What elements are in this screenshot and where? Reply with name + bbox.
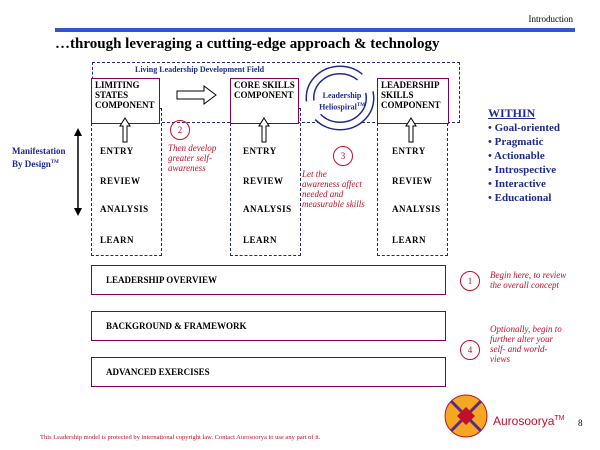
note-optionally — [490, 324, 562, 364]
manifestation-line: Manifestation — [12, 146, 66, 156]
step-analysis: ANALYSIS — [100, 204, 149, 214]
list-item: • Interactive — [488, 177, 560, 191]
step-learn: LEARN — [100, 235, 135, 245]
component-line: CORE SKILLS — [234, 80, 295, 90]
within-list — [488, 121, 560, 205]
vertical-double-arrow-icon — [73, 128, 83, 216]
background-framework-module[interactable] — [91, 311, 446, 341]
list-item: • Introspective — [488, 163, 560, 177]
note-line: Let the — [302, 169, 327, 179]
component-line: COMPONENT — [234, 90, 294, 100]
step-entry: ENTRY — [243, 146, 277, 156]
copyright-footer: This Leadership model is protected by international copyright law. Contact Aurosoorya to use any part of it. — [40, 434, 321, 441]
heliospiral-label — [313, 91, 371, 113]
note-line: self- and world- — [490, 344, 548, 354]
step-analysis: ANALYSIS — [243, 204, 292, 214]
manifestation-label — [12, 146, 66, 170]
note-develop-awareness — [168, 143, 216, 173]
step-number-badge: 1 — [460, 271, 480, 291]
up-arrow-icon — [258, 117, 270, 143]
step-review: REVIEW — [100, 176, 141, 186]
component-line: STATES — [95, 90, 129, 100]
note-line: Optionally, begin to — [490, 324, 562, 334]
note-line: needed and — [302, 189, 344, 199]
section-label: Introduction — [528, 14, 573, 24]
component-line: COMPONENT — [95, 100, 155, 110]
list-item: • Educational — [488, 191, 560, 205]
logo-text — [493, 414, 564, 428]
step-number-badge: 4 — [460, 340, 480, 360]
step-number-badge: 3 — [333, 146, 353, 166]
note-line: further alter your — [490, 334, 553, 344]
note-begin-here — [490, 270, 566, 290]
trademark-mark: TM — [356, 103, 365, 108]
list-item: • Pragmatic — [488, 135, 560, 149]
list-item: • Actionable — [488, 149, 560, 163]
aurosoorya-logo-icon — [443, 393, 489, 439]
note-line: views — [490, 354, 510, 364]
step-learn: LEARN — [243, 235, 278, 245]
note-line: Begin here, to review — [490, 270, 567, 280]
step-number-badge: 2 — [170, 120, 190, 140]
step-analysis: ANALYSIS — [392, 204, 441, 214]
module-label: ADVANCED EXERCISES — [106, 367, 210, 377]
heliospiral-line: Heliospiral — [319, 102, 357, 112]
page-title: …through leveraging a cutting-edge approach & technology — [55, 36, 440, 52]
within-heading: WITHIN — [488, 106, 536, 120]
list-item: • Goal-oriented — [488, 121, 560, 135]
note-line: Then develop — [168, 143, 217, 153]
component-line: COMPONENT — [381, 100, 441, 110]
trademark-mark: TM — [50, 160, 59, 165]
logo-name: Aurosoorya — [493, 414, 555, 428]
component-line: LIMITING — [95, 80, 140, 90]
note-line: measurable skills — [302, 199, 365, 209]
note-line: awareness affect — [302, 179, 362, 189]
step-entry: ENTRY — [100, 146, 134, 156]
note-line: awareness — [168, 163, 206, 173]
page-number: 8 — [578, 418, 583, 428]
note-line: the overall concept — [490, 280, 559, 290]
component-line: SKILLS — [381, 90, 414, 100]
note-line: greater self- — [168, 153, 212, 163]
step-review: REVIEW — [243, 176, 284, 186]
trademark-mark: TM — [554, 415, 565, 422]
right-arrow-icon — [176, 85, 218, 105]
module-label: LEADERSHIP OVERVIEW — [106, 275, 217, 285]
step-review: REVIEW — [392, 176, 433, 186]
module-label: BACKGROUND & FRAMEWORK — [106, 321, 247, 331]
step-entry: ENTRY — [392, 146, 426, 156]
development-field-label: Living Leadership Development Field — [135, 65, 265, 74]
component-line: LEADERSHIP — [381, 80, 440, 90]
header-rule — [55, 28, 575, 32]
manifestation-line: By Design — [12, 159, 51, 169]
up-arrow-icon — [119, 117, 131, 143]
advanced-exercises-module[interactable] — [91, 357, 446, 387]
heliospiral-line: Leadership — [322, 91, 362, 100]
step-learn: LEARN — [392, 235, 427, 245]
leadership-overview-module[interactable] — [91, 265, 446, 295]
up-arrow-icon — [405, 117, 417, 143]
note-affect-skills — [302, 169, 365, 209]
